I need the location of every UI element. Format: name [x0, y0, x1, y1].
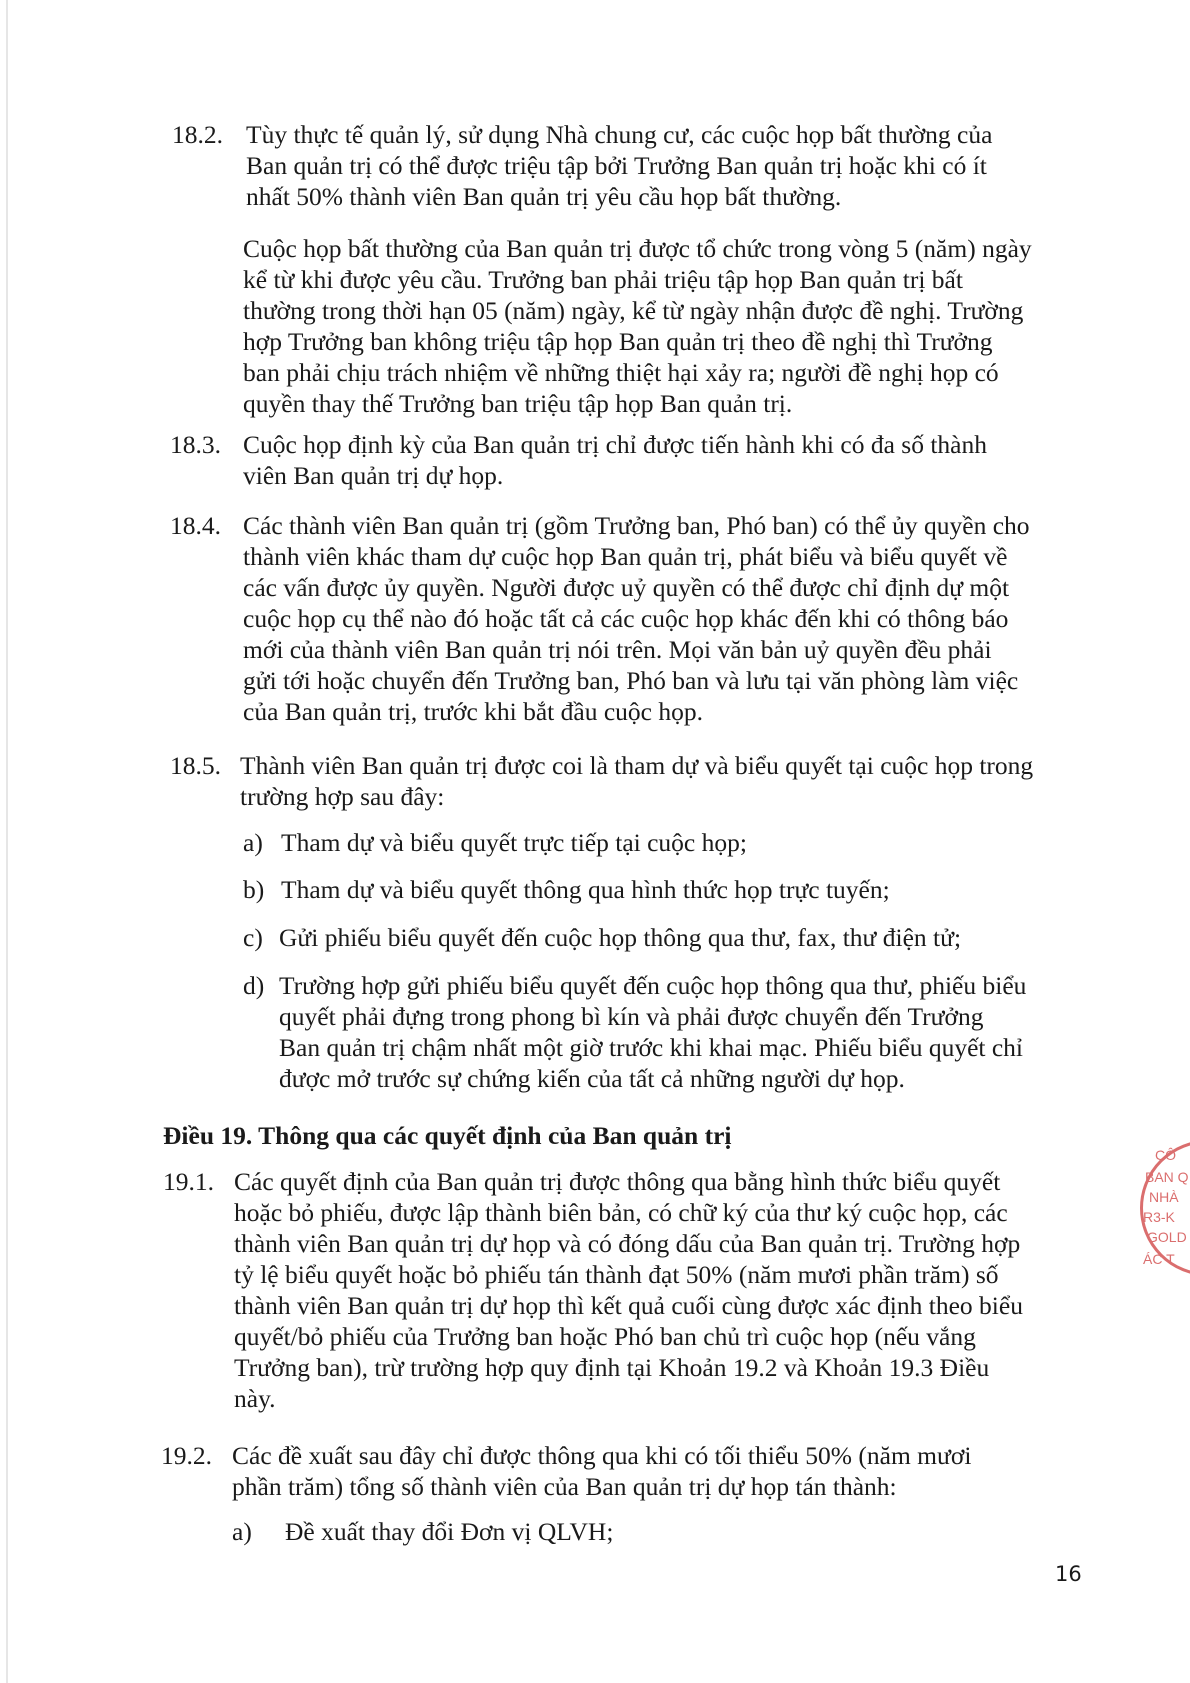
text-line: nhất 50% thành viên Ban quản trị yêu cầu họp bất thường. [246, 182, 842, 211]
text-line: ban phải chịu trách nhiệm về những thiệt hại xảy ra; người đề nghị họp có [243, 358, 999, 387]
text-line: Ban quản trị chậm nhất một giờ trước khi khai mạc. Phiếu biểu quyết chỉ [279, 1033, 1023, 1062]
text-line: Thành viên Ban quản trị được coi là tham dự và biểu quyết tại cuộc họp trong [240, 751, 1034, 780]
text-line: quyết phải đựng trong phong bì kín và phải được chuyển đến Trưởng [279, 1002, 984, 1031]
clause-18-2-cont [243, 233, 1089, 419]
text-line: gửi tới hoặc chuyển đến Trưởng ban, Phó ban và lưu tại văn phòng làm việc [243, 666, 1019, 695]
text-line: hoặc bỏ phiếu, được lập thành biên bản, có chữ ký của thư ký cuộc họp, các [234, 1198, 1008, 1227]
text-line: tỷ lệ biểu quyết hoặc bỏ phiếu tán thành đạt 50% (năm mươi phần trăm) số [234, 1260, 999, 1289]
page-number: 16 [1055, 1562, 1082, 1586]
text-line: thành viên khác tham dự cuộc họp Ban quản trị, phát biểu và biểu quyết về [243, 542, 1008, 571]
text-line: Tham dự và biểu quyết trực tiếp tại cuộc họp; [281, 828, 747, 857]
text-line: thường trong thời hạn 05 (năm) ngày, kể từ ngày nhận được đề nghị. Trường [243, 296, 1024, 325]
clause-number: 19.1. [163, 1167, 214, 1196]
text-line: các vấn được ủy quyền. Người được uỷ quyền có thể được chỉ định dự một [243, 573, 1010, 602]
text-line: mới của thành viên Ban quản trị nói trên. Mọi văn bản uỷ quyền đều phải [243, 635, 992, 664]
clause-number: 18.3. [170, 430, 221, 459]
item-letter: a) [232, 1517, 252, 1546]
text-line: Các thành viên Ban quản trị (gồm Trưởng ban, Phó ban) có thể ủy quyền cho [243, 511, 1030, 540]
text-line: viên Ban quản trị dự họp. [243, 461, 504, 490]
article-heading: Điều 19. Thông qua các quyết định của Ban quản trị [163, 1121, 732, 1150]
clause-number: 18.5. [170, 751, 221, 780]
text-line: Ban quản trị có thể được triệu tập bởi Trưởng Ban quản trị hoặc khi có ít [246, 151, 987, 180]
stamp-text: NHÀ [1149, 1189, 1179, 1205]
text-line: thành viên Ban quản trị dự họp và có đóng dấu của Ban quản trị. Trường hợp [234, 1229, 1021, 1258]
text-line: Trưởng ban), trừ trường hợp quy định tại Khoản 19.2 và Khoản 19.3 Điều [234, 1353, 990, 1382]
text-line: quyết/bỏ phiếu của Trưởng ban hoặc Phó ban chủ trì cuộc họp (nếu vắng [234, 1322, 976, 1351]
text-line: cuộc họp cụ thể nào đó hoặc tất cả các cuộc họp khác đến khi có thông báo [243, 604, 1009, 633]
text-line: Cuộc họp bất thường của Ban quản trị được tổ chức trong vòng 5 (năm) ngày [243, 234, 1032, 263]
item-letter: c) [243, 923, 263, 952]
stamp-text: GOLD [1147, 1229, 1187, 1245]
item-b [281, 874, 890, 905]
text-line: phần trăm) tổng số thành viên của Ban quản trị dự họp tán thành: [232, 1472, 897, 1501]
clause-number: 18.2. [172, 120, 223, 149]
clause-18-3 [243, 429, 1089, 491]
item-c [279, 922, 961, 953]
text-line: được mở trước sự chứng kiến của tất cả những người dự họp. [279, 1064, 905, 1093]
text-line: Các đề xuất sau đây chỉ được thông qua khi có tối thiểu 50% (năm mươi [232, 1441, 972, 1470]
clause-19-2 [232, 1440, 1080, 1502]
item-letter: b) [243, 875, 265, 904]
text-line: Tùy thực tế quản lý, sử dụng Nhà chung cư, các cuộc họp bất thường của [246, 120, 993, 149]
item-19-2-a [285, 1516, 613, 1547]
text-line: của Ban quản trị, trước khi bắt đầu cuộc họp. [243, 697, 703, 726]
text-line: thành viên Ban quản trị dự họp thì kết quả cuối cùng được xác định theo biểu [234, 1291, 1023, 1320]
text-line: kể từ khi được yêu cầu. Trưởng ban phải triệu tập họp Ban quản trị bất [243, 265, 963, 294]
clause-18-2 [246, 119, 1092, 212]
stamp-text: CÔ [1155, 1147, 1176, 1163]
stamp-text: ÁC T [1143, 1251, 1175, 1267]
text-line: Gửi phiếu biểu quyết đến cuộc họp thông qua thư, fax, thư điện tử; [279, 923, 962, 952]
clause-19-1 [234, 1166, 1082, 1414]
text-line: Đề xuất thay đổi Đơn vị QLVH; [285, 1517, 614, 1546]
stamp-text: BAN Q [1145, 1169, 1189, 1185]
item-letter: d) [243, 971, 265, 1000]
text-line: Tham dự và biểu quyết thông qua hình thức họp trực tuyến; [281, 875, 890, 904]
clause-number: 18.4. [170, 511, 221, 540]
stamp-text: R3-K [1143, 1209, 1175, 1225]
clause-18-4 [243, 510, 1089, 727]
red-seal-stamp [1140, 1140, 1190, 1276]
clause-18-5 [240, 750, 1086, 812]
text-line: hợp Trưởng ban không triệu tập họp Ban quản trị theo đề nghị thì Trưởng [243, 327, 993, 356]
text-line: Cuộc họp định kỳ của Ban quản trị chỉ được tiến hành khi có đa số thành [243, 430, 987, 459]
text-line: này. [234, 1384, 276, 1413]
item-d [279, 970, 1085, 1094]
item-letter: a) [243, 828, 263, 857]
page-edge [6, 0, 8, 1683]
clause-number: 19.2. [161, 1441, 212, 1470]
text-line: Trường hợp gửi phiếu biểu quyết đến cuộc họp thông qua thư, phiếu biểu [279, 971, 1027, 1000]
item-a [281, 827, 747, 858]
text-line: Các quyết định của Ban quản trị được thông qua bằng hình thức biểu quyết [234, 1167, 1001, 1196]
text-line: trường hợp sau đây: [240, 782, 445, 811]
text-line: quyền thay thế Trưởng ban triệu tập họp Ban quản trị. [243, 389, 793, 418]
